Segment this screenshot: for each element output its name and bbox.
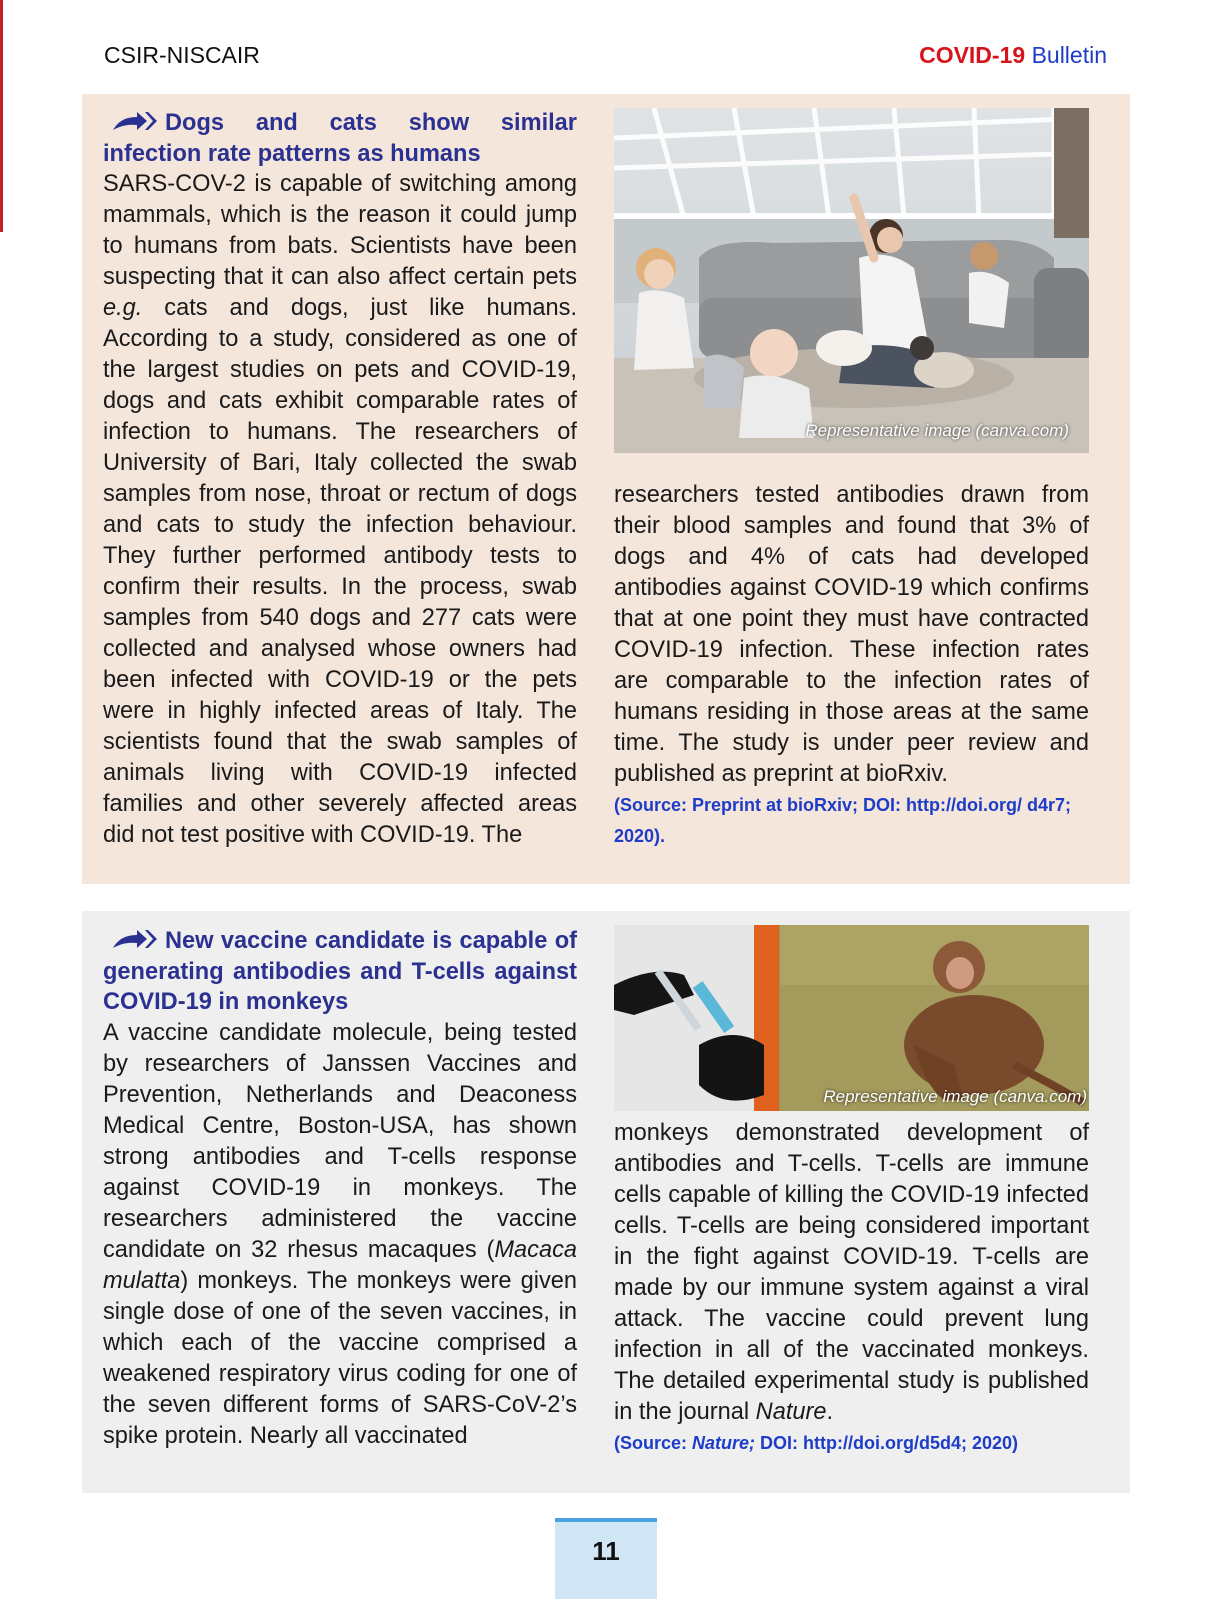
family-pets-illustration <box>614 108 1089 453</box>
article-2-left-column <box>103 926 577 1452</box>
family-pets-photo <box>614 108 1089 453</box>
article-1-right-column <box>614 480 1089 852</box>
article-2-right-column <box>614 1118 1089 1459</box>
article-2-source-journal: Nature; <box>692 1433 756 1453</box>
article-2-body-left-part-1: A vaccine candidate molecule, being tested by researchers of Janssen Vaccines and Prevention, Netherlands and Deaconess Medical Centre, Boston-USA, has shown strong antibodies and T-cells response against COVID-19 in monkeys. The researchers administered the vaccine candidate on 32 rhesus macaques ( <box>103 1019 577 1263</box>
header-bulletin-title <box>919 42 1107 69</box>
article-1-body-right: researchers tested antibodies drawn from their blood samples and found that 3% of dogs and 4% of cats had developed antibodies against COVID-19 which confirms that at one point they must have contracted COVID-19 infection. These infection rates are comparable to the infection rates of humans residing in those areas at the same time. The study is under peer review and published as preprint at bioRxiv. <box>614 482 1089 787</box>
header-org: CSIR-NISCAIR <box>104 42 260 68</box>
article-1-eg: e.g. <box>103 295 143 321</box>
article-2-body-left-part-2: ) monkeys. The monkeys were given single dose of one of the seven vaccines, in which each of the vaccine comprised a weakened respiratory virus coding for one of the seven different forms of SARS-CoV-2’s spike protein. Nearly all vaccinated <box>103 1267 577 1449</box>
article-2-source-part-1: (Source: <box>614 1433 693 1453</box>
article-1-body-left-part-2: cats and dogs, just like humans. According to a study, considered as one of the largest studies on pets and COVID-19, dogs and cats exhibit comparable rates of infection to humans. The researchers of University of Bari, Italy collected the swab samples from nose, throat or rectum of dogs and cats to study the infection behaviour. They further performed antibody tests to confirm their results. In the process, swab samples from 540 dogs and 277 cats were collected and analysed whose owners had been infected with COVID-19 or the pets were in highly infected areas of Italy. The scientists found that the swab samples of animals living with COVID-19 infected families and other severely affected areas did not test positive with COVID-19. The <box>103 295 577 848</box>
vaccine-monkey-photo <box>614 925 1089 1111</box>
article-2-journal: Nature <box>755 1399 827 1425</box>
article-2-body-left <box>103 1018 577 1452</box>
vaccine-monkey-illustration <box>614 925 1089 1111</box>
double-arrow-icon <box>111 110 161 132</box>
article-2-title-text: New vaccine candidate is capable of generating antibodies and T-cells against COVID-19 in monkeys <box>103 928 577 1015</box>
article-2-image-caption: Representative image (canva.com) <box>823 1087 1087 1106</box>
article-2-source-part-2: DOI: http://doi.org/d5d4; 2020) <box>755 1433 1019 1453</box>
article-2-species: Macaca mulatta <box>103 1236 577 1294</box>
header-covid: COVID-19 <box>919 42 1026 68</box>
double-arrow-icon <box>111 928 161 950</box>
header-bulletin: Bulletin <box>1031 42 1107 68</box>
article-2-body-right <box>614 1118 1089 1428</box>
article-1-left-column <box>103 108 577 851</box>
article-2-title <box>103 926 577 1018</box>
article-2-body-right-part-2: . <box>826 1399 834 1425</box>
article-1-body-left <box>103 169 577 851</box>
page-number: 11 <box>555 1518 657 1599</box>
article-1-title-text: Dogs and cats show similar infection rate patterns as humans <box>103 110 577 167</box>
article-1-source: (Source: Preprint at bioRxiv; DOI: http://doi.org/ d4r7; 2020). <box>614 795 1072 846</box>
left-margin-rule <box>0 0 3 232</box>
article-1-body-left-part-1: SARS-COV-2 is capable of switching among mammals, which is the reason it could jump to humans from bats. Scientists have been suspecting that it can also affect certain pets <box>103 171 577 290</box>
article-2-body-right-part-1: monkeys demonstrated development of antibodies and T-cells. T-cells are immune cells capable of killing the COVID-19 infected cells. T-cells are being considered important in the fight against COVID-19. T-cells are made by our immune system against a viral attack. The vaccine could prevent lung infection in all of the vaccinated monkeys. The detailed experimental study is published in the journal <box>614 1120 1089 1425</box>
article-1-title <box>103 108 577 169</box>
article-2-source <box>614 1428 1089 1459</box>
article-1-image-caption: Representative image (canva.com) <box>805 421 1069 440</box>
